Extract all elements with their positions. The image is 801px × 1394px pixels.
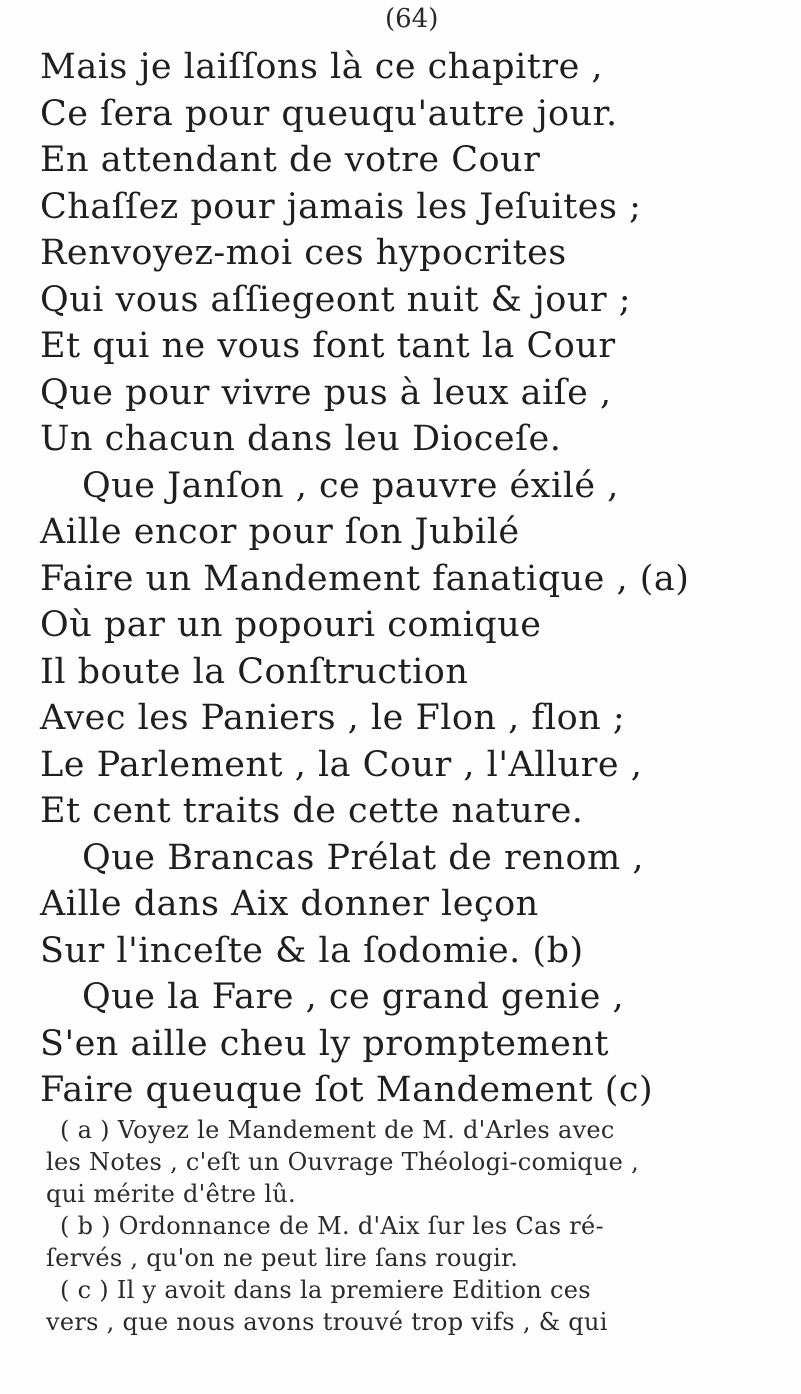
verse-line: Aille encor pour ſon Jubilé [40,512,520,552]
verse-line: Qui vous aſſiegeont nuit & jour ; [40,279,631,320]
footnote-line: vers , que nous avons trouvé trop vifs , & qui [46,1308,608,1336]
verse-line: Ce ſera pour queuqu'autre jour. [40,93,618,134]
verse-line: Il boute la Conſtruction [40,651,469,692]
verse-line: En attendant de votre Cour [40,140,541,180]
footnote-line: ( b ) Ordonnance de M. d'Aix ſur les Cas ré- [60,1212,604,1240]
verse-line: Sur l'inceſte & la ſodomie. (b) [40,930,584,971]
footnote-line: ( a ) Voyez le Mandement de M. d'Arles avec [60,1116,615,1144]
footnotes-block [46,1114,781,1338]
verse-line: Que la Fare , ce grand genie , [82,977,625,1017]
verse-line: Et qui ne vous font tant la Cour [40,326,616,366]
verse-line: S'en aille cheu ly promptement [40,1023,609,1064]
verse-line: Que pour vivre pus à leux aiſe , [40,372,612,413]
verse-line: Aille dans Aix donner leçon [40,884,539,924]
footnote-line: les Notes , c'eſt un Ouvrage Théologi-comique , [46,1148,640,1176]
page-number: (64) [385,4,439,34]
verse-line: Que Janſon , ce pauvre éxilé , [82,465,619,506]
verse-line: Faire un Mandement fanatique , (a) [40,558,690,599]
verse-line: Où par un popouri comique [40,605,542,645]
verse-line: Renvoyez-moi ces hypocrites [40,233,567,273]
footnote-line: ( c ) Il y avoit dans la premiere Edition ces [60,1276,591,1304]
verse-line: Avec les Paniers , le Flon , flon ; [40,698,626,738]
verse-line: Chaſſez pour jamais les Jeſuites ; [40,186,642,227]
verse-line: Un chacun dans leu Dioceſe. [40,419,562,459]
verse-line: Faire queuque ſot Mandement (c) [40,1070,654,1110]
verse-line: Et cent traits de cette nature. [40,791,584,831]
verse-line: Que Brancas Prélat de renom , [82,837,644,878]
footnote-line: ſervés , qu'on ne peut lire ſans rougir. [46,1244,519,1272]
verse-block [40,44,780,1114]
verse-line: Mais je laiſſons là ce chapitre , [40,47,604,87]
footnote-line: qui mérite d'être lû. [46,1180,296,1208]
verse-line: Le Parlement , la Cour , l'Allure , [40,744,643,785]
